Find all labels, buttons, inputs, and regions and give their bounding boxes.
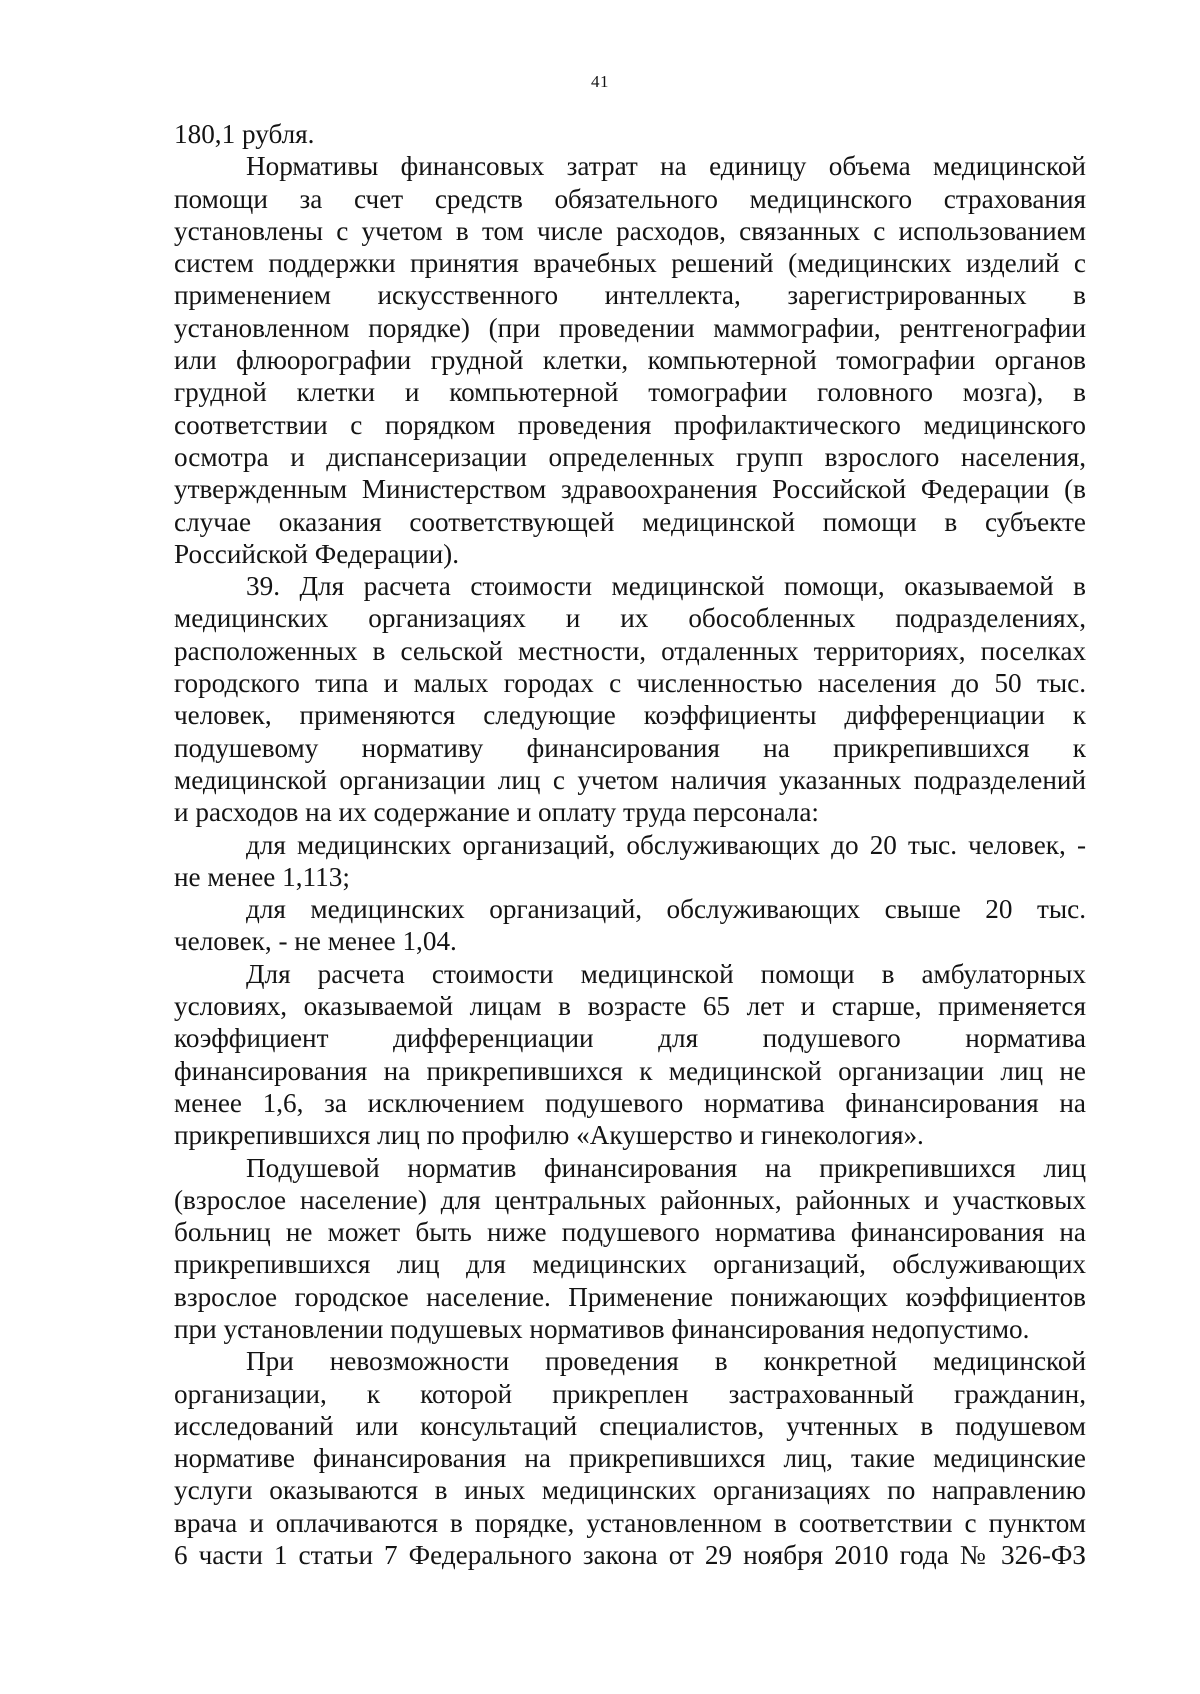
text-line: утвержденным Министерством здравоохранения Российской Федерации (в [174, 474, 1086, 505]
text-line: для медицинских организаций, обслуживающих до 20 тыс. человек, - [246, 829, 1086, 860]
text-line: систем поддержки принятия врачебных решений (медицинских изделий с [174, 248, 1086, 279]
text-line: установленном порядке) (при проведении маммографии, рентгенографии [174, 312, 1086, 343]
text-line: при установлении подушевых нормативов финансирования недопустимо. [174, 1313, 1030, 1344]
text-line: коэффициент дифференциации для подушевого норматива [174, 1023, 1086, 1054]
text-line: взрослое городское население. Применение понижающих коэффициентов [174, 1281, 1086, 1312]
text-line: менее 1,6, за исключением подушевого норматива финансирования на [174, 1087, 1086, 1118]
text-line: условиях, оказываемой лицам в возрасте 65 лет и старше, применяется [174, 991, 1086, 1022]
text-line: помощи за счет средств обязательного медицинского страхования [174, 183, 1086, 214]
text-line: подушевому нормативу финансирования на прикрепившихся к [174, 732, 1086, 763]
text-line: человек, применяются следующие коэффициенты дифференциации к [174, 700, 1086, 731]
text-line: или флюорографии грудной клетки, компьютерной томографии органов [174, 345, 1086, 376]
text-line: прикрепившихся лиц для медицинских организаций, обслуживающих [174, 1249, 1086, 1280]
text-line: больниц не может быть ниже подушевого норматива финансирования на [174, 1217, 1086, 1248]
text-line: расположенных в сельской местности, отдаленных территориях, поселках [174, 635, 1086, 666]
text-line: городского типа и малых городах с численностью населения до 50 тыс. [174, 668, 1086, 699]
text-line: случае оказания соответствующей медицинской помощи в субъекте [174, 506, 1086, 537]
text-line: исследований или консультаций специалистов, учтенных в подушевом [174, 1410, 1086, 1441]
text-line: врача и оплачиваются в порядке, установленном в соответствии с пунктом [174, 1507, 1086, 1538]
text-line: организации, к которой прикреплен застрахованный гражданин, [174, 1378, 1086, 1409]
text-line: услуги оказываются в иных медицинских организациях по направлению [174, 1475, 1086, 1506]
text-line: грудной клетки и компьютерной томографии головного мозга), в [174, 377, 1086, 408]
text-line: 39. Для расчета стоимости медицинской помощи, оказываемой в [246, 571, 1086, 602]
text-line: осмотра и диспансеризации определенных групп взрослого населения, [174, 441, 1086, 472]
text-line: Для расчета стоимости медицинской помощи в амбулаторных [246, 958, 1086, 989]
text-line: финансирования на прикрепившихся к медицинской организации лиц не [174, 1055, 1086, 1086]
text-line: и расходов на их содержание и оплату труда персонала: [174, 797, 819, 828]
text-line: медицинских организациях и их обособленных подразделениях, [174, 603, 1086, 634]
text-line: (взрослое население) для центральных районных, районных и участковых [174, 1184, 1086, 1215]
page-number: 41 [591, 72, 609, 91]
text-line: установлены с учетом в том числе расходов, связанных с использованием [174, 215, 1086, 246]
text-line: Нормативы финансовых затрат на единицу объема медицинской [246, 151, 1086, 182]
text-line: не менее 1,113; [174, 861, 350, 892]
text-line: прикрепившихся лиц по профилю «Акушерство и гинекология». [174, 1120, 924, 1151]
text-line: 6 части 1 статьи 7 Федерального закона от 29 ноября 2010 года № 326-ФЗ [174, 1540, 1086, 1571]
text-line: Подушевой норматив финансирования на прикрепившихся лиц [246, 1152, 1086, 1183]
text-line: нормативе финансирования на прикрепившихся лиц, такие медицинские [174, 1443, 1086, 1474]
document-body [174, 118, 1086, 1571]
text-line: Российской Федерации). [174, 538, 460, 569]
text-line: для медицинских организаций, обслуживающих свыше 20 тыс. [246, 894, 1086, 925]
text-line: 180,1 рубля. [174, 119, 315, 149]
text-line: При невозможности проведения в конкретной медицинской [246, 1346, 1086, 1377]
text-line: медицинской организации лиц с учетом наличия указанных подразделений [174, 764, 1086, 795]
text-line: человек, - не менее 1,04. [174, 926, 457, 957]
text-line: применением искусственного интеллекта, зарегистрированных в [174, 280, 1086, 311]
text-line: соответствии с порядком проведения профилактического медицинского [174, 409, 1086, 440]
